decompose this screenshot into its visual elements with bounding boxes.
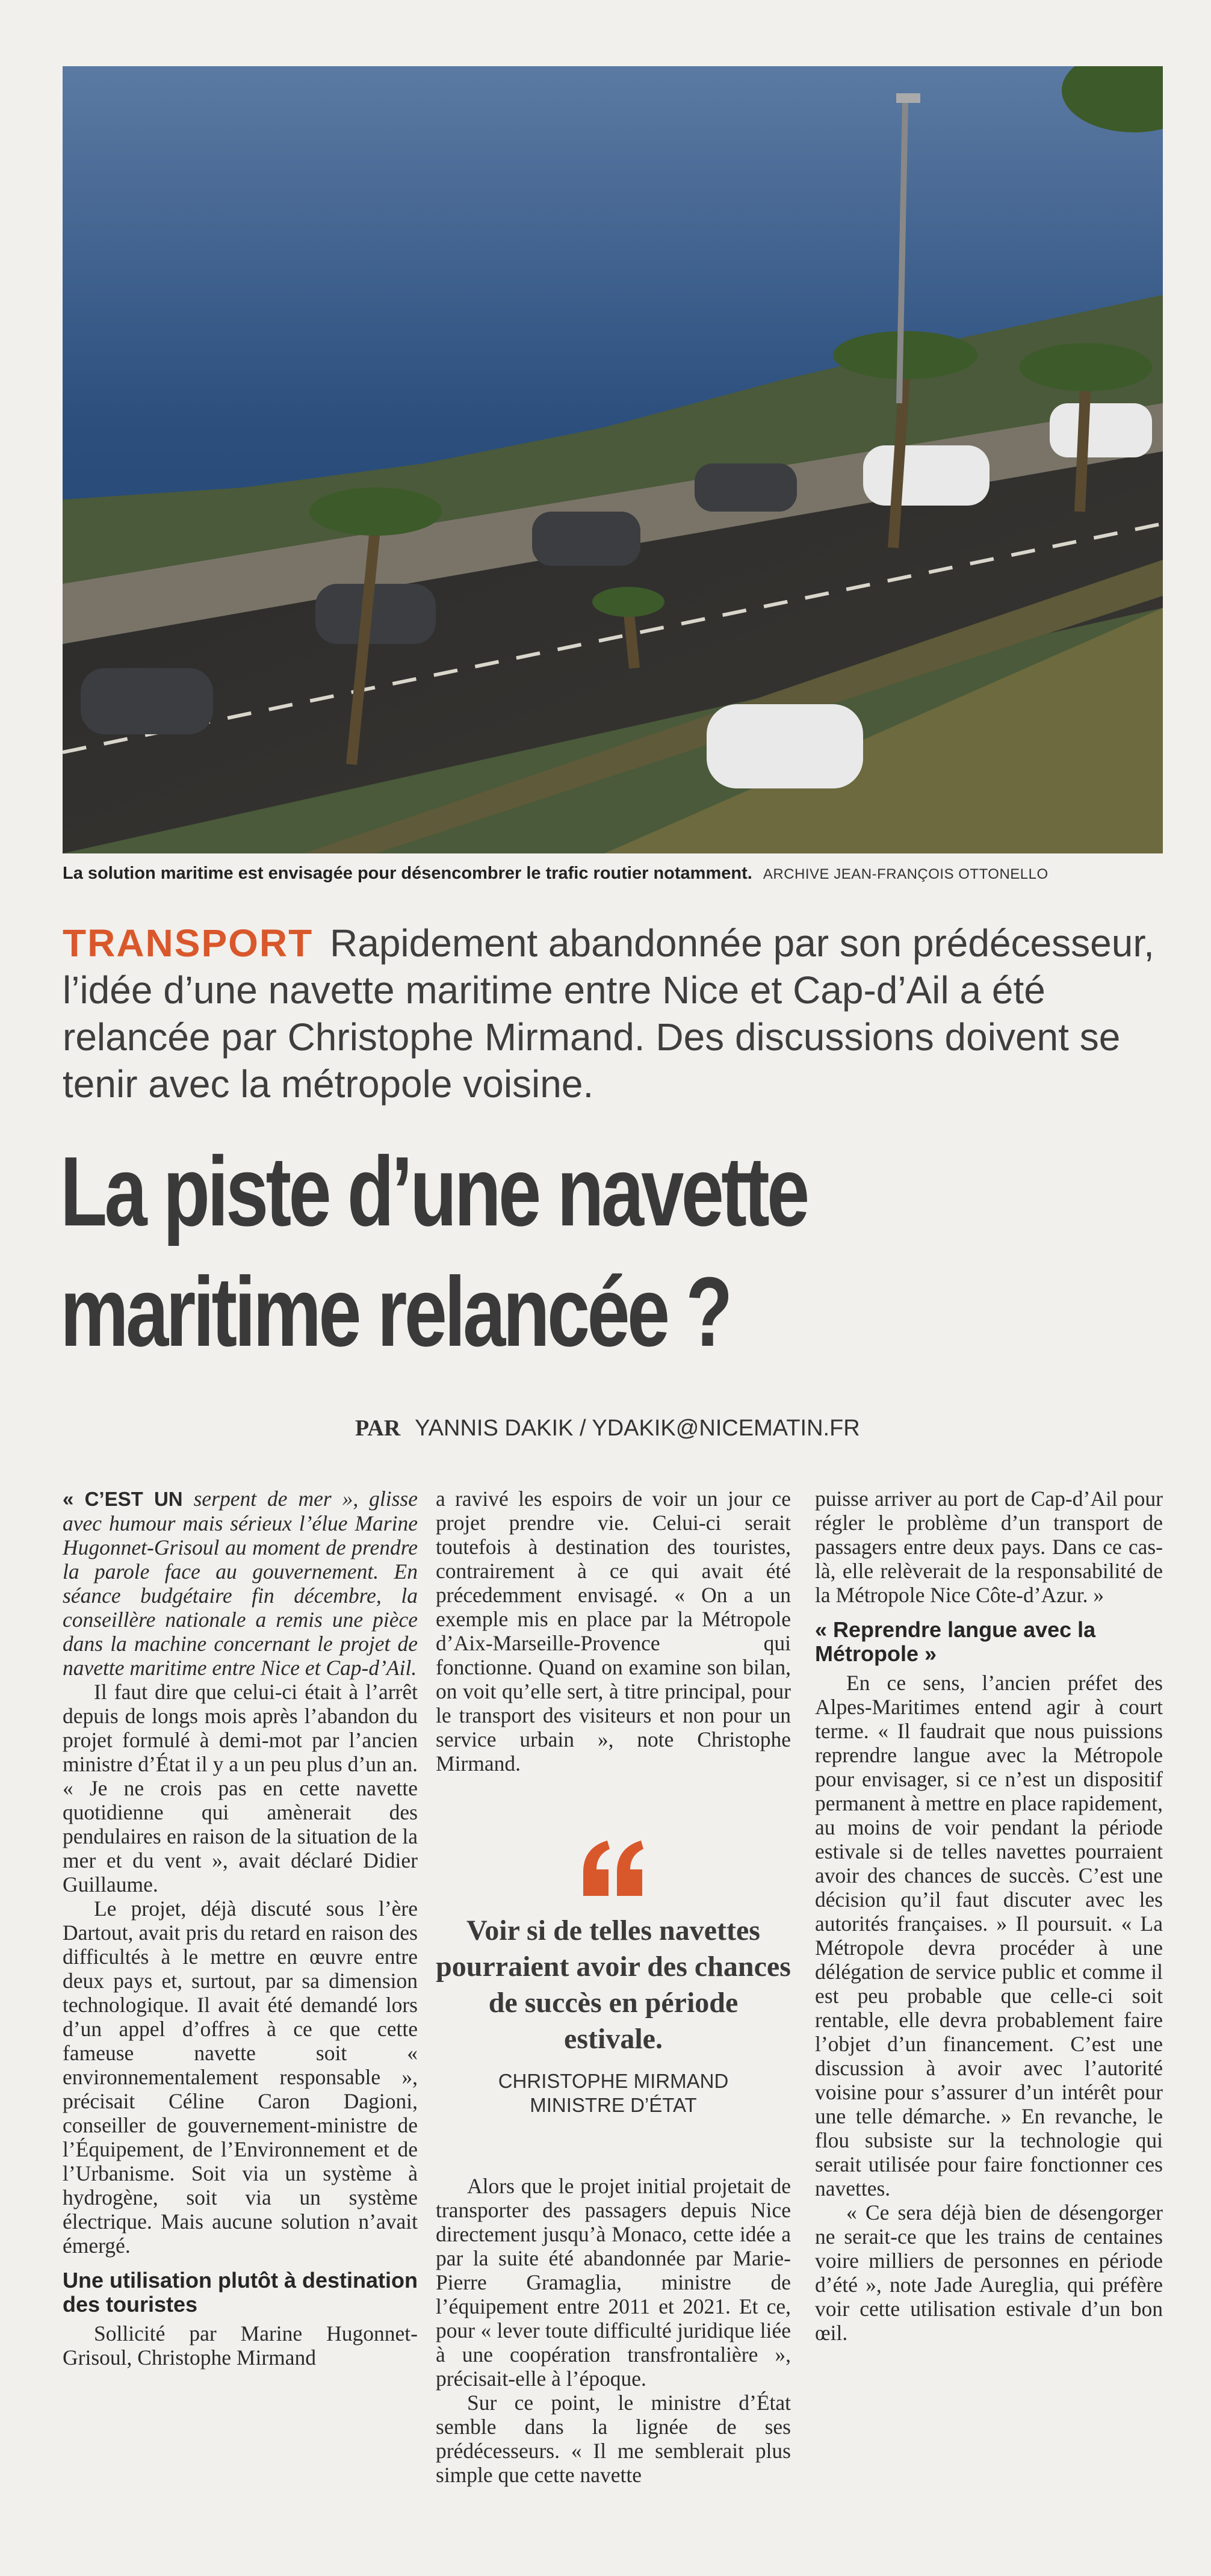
paragraph: Sur ce point, le ministre d’État semble dans la lignée de ses prédécesseurs. « Il me semblerait plus simple que cette navette <box>436 2391 791 2487</box>
paragraph: Alors que le projet initial projetait de transporter des passagers depuis Nice directement jusqu’à Monaco, cette idée a par la suite été abandonnée par Marie-Pierre Gramaglia, ministre de l’équipement entre 2011 et 2021. Et ce, pour « lever toute difficulté juridique liée à une coopération transfrontalière », précisait-elle à l’époque. <box>436 2174 791 2391</box>
paragraph: Sollicité par Marine Hugonnet-Grisoul, Christophe Mirmand <box>63 2321 418 2370</box>
lead-in: « C’EST UN <box>63 1488 183 1510</box>
section-kicker: TRANSPORT <box>63 921 314 965</box>
photo-caption <box>63 858 1163 888</box>
pull-quote-author: CHRISTOPHE MIRMAND <box>498 2070 729 2092</box>
column-2-continued <box>436 2174 791 2487</box>
coastal-road-photo <box>63 66 1163 853</box>
column-3 <box>815 1487 1163 2345</box>
paragraph: « Ce sera déjà bien de désengorger ne serait-ce que les trains de centaines voire milliers de personnes en période d’été », note Jade Aureglia, qui préfère voir cette utilisation estivale d’un bon œil. <box>815 2200 1163 2345</box>
paragraph: puisse arriver au port de Cap-d’Ail pour régler le problème d’un transport de passagers entre deux pays. Dans ce cas-là, elle relèverait de la responsabilité de la Métropole Nice Côte-d’Azur. » <box>815 1487 1163 1607</box>
headline-line-1: La piste d’une navette <box>60 1136 807 1246</box>
headline <box>60 1132 1168 1372</box>
article-photo <box>63 66 1163 853</box>
paragraph: Il faut dire que celui-ci était à l’arrêt depuis de longs mois après l’abandon du projet formulé à demi-mot par l’ancien ministre d’État il y a un peu plus d’un an. « Je ne crois pas en cette navette quotidienne qui amènerait des pendulaires en raison de la situation de la mer et du vent », avait déclaré Didier Guillaume. <box>63 1680 418 1896</box>
paragraph: a ravivé les espoirs de voir un jour ce projet prendre vie. Celui-ci serait toutefois à destination des touristes, contrairement à ce qui avait été précedemment envisagé. « On a un exemple mis en place par la Métropole d’Aix-Marseille-Provence qui fonctionne. Quand on examine son bilan, on voit qu’elle sert, à titre principal, pour le transport des visiteurs et non pour un service urbain », note Christophe Mirmand. <box>436 1487 791 1776</box>
headline-line-2: maritime relancée ? <box>60 1257 730 1367</box>
byline-par: PAR <box>355 1416 401 1441</box>
byline <box>355 1413 1138 1443</box>
paragraph: En ce sens, l’ancien préfet des Alpes-Maritimes entend agir à court terme. « Il faudrait que nous puissions reprendre langue avec la Métropole pour envisager, si ce n’est un dispositif permanent à mettre en place rapidement, au moins de voir pendant la période estivale si de telles navettes pourraient avoir des chances de succès. C’est une décision qu’il faut discuter avec les autorités françaises. » Il poursuit. « La Métropole devra procéder à une délégation de service public et comme il est peu probable que celle-ci soit rentable, elle devra probablement faire l’objet d’un financement. C’est une discussion à avoir avec l’autorité voisine pour s’assurer d’un intérêt pour une telle démarche. » En revanche, le flou subsiste sur la technologie qui serait utilisée pour faire fonctionner ces navettes. <box>815 1671 1163 2200</box>
pull-quote-text: Voir si de telles navettes pourraient avoir des chances de succès en période estivale. <box>436 1915 791 2055</box>
pull-quote-role: MINISTRE D’ÉTAT <box>530 2094 697 2116</box>
photo-credit: ARCHIVE JEAN-FRANÇOIS OTTONELLO <box>763 866 1048 882</box>
caption-text: La solution maritime est envisagée pour désencombrer le trafic routier notamment. <box>63 864 752 883</box>
article-intro <box>63 920 1163 1107</box>
column-1 <box>63 1487 418 2370</box>
paragraph: Le projet, déjà discuté sous l’ère Dartout, avait pris du retard en raison des difficultés à le mettre en œuvre entre deux pays et, surtout, par sa dimension technologique. Il avait été demandé lors d’un appel d’offres à ce que cette fameuse navette soit « environnementalement responsable », précisait Céline Caron Dagioni, conseiller de gouvernement-ministre de l’Équipement, de l’Environnement et de l’Urbanisme. Soit via un système à hydrogène, soit via un système électrique. Mais aucune solution n’avait émergé. <box>63 1896 418 2258</box>
quote-mark-icon <box>577 1836 649 1902</box>
byline-author: YANNIS DAKIK / YDAKIK@NICEMATIN.FR <box>415 1416 860 1441</box>
pull-quote <box>436 1836 791 2149</box>
subheading: « Reprendre langue avec la Métropole » <box>815 1617 1096 1666</box>
intro-text: Rapidement abandonnée par son prédécesseur, l’idée d’une navette maritime entre Nice et Cap-d’Ail a été relancée par Christophe Mirmand. Des discussions doivent se tenir avec la métropole voisine. <box>63 921 1154 1106</box>
column-2 <box>436 1487 791 1776</box>
paragraph-text: serpent de mer », glisse avec humour mais sérieux l’élue Marine Hugonnet-Grisoul au moment de prendre la parole face au gouvernement. En séance budgétaire fin décembre, la conseillère nationale a remis une pièce dans la machine concernant le projet de navette maritime entre Nice et Cap-d’Ail. <box>63 1487 418 1680</box>
paragraph <box>63 1487 418 1680</box>
subheading: Une utilisation plutôt à destination des touristes <box>63 2268 418 2317</box>
